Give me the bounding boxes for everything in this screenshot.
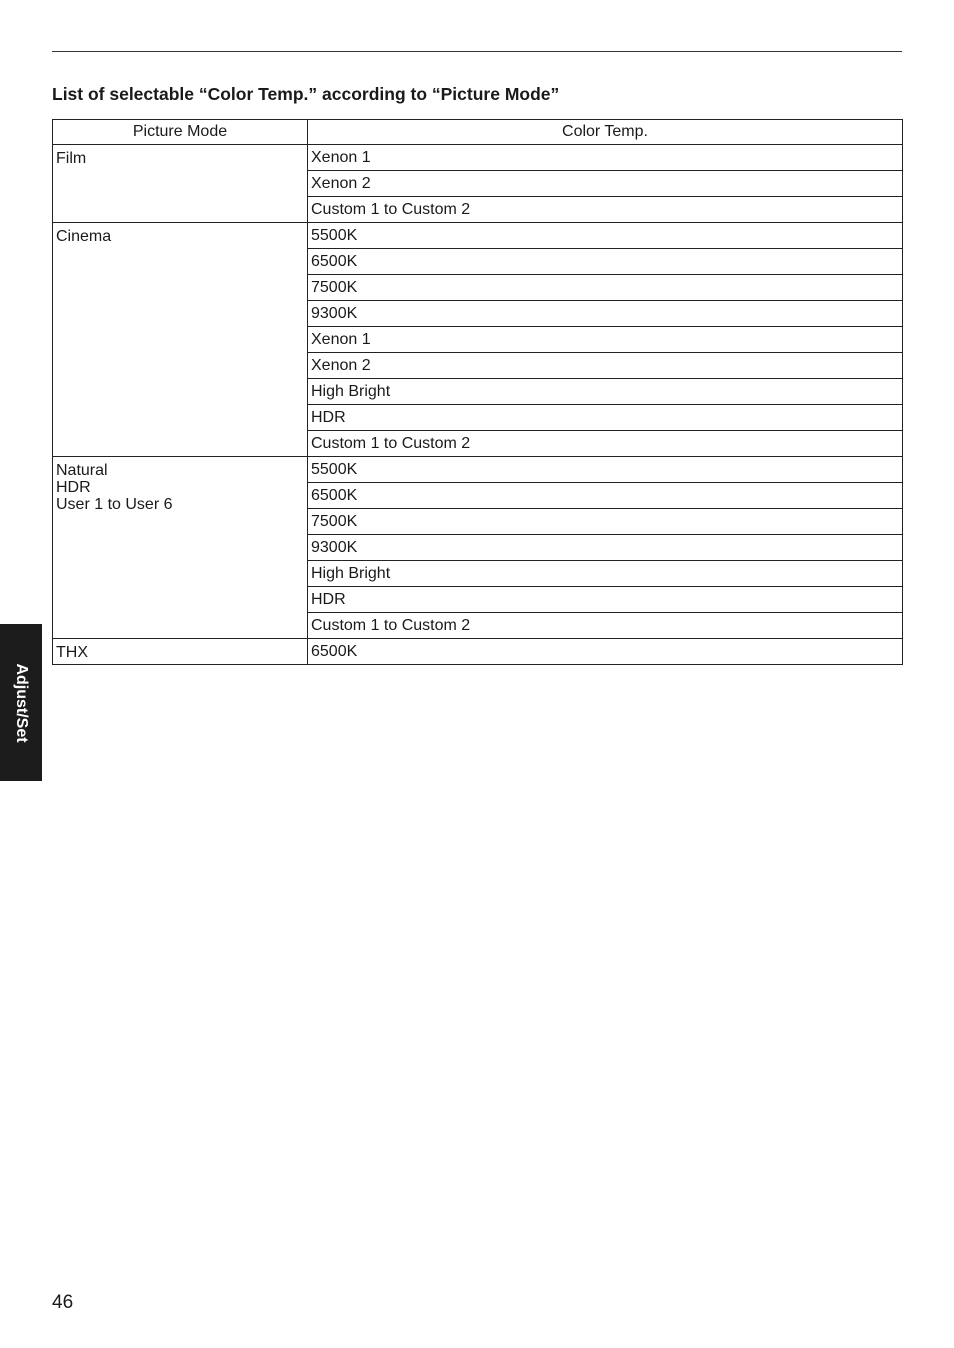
table-header-row [53,120,903,145]
picture-mode-name: Film [56,150,87,167]
picture-mode-cell [53,457,308,639]
color-temp-cell: Custom 1 to Custom 2 [308,613,903,639]
side-tab [0,624,42,781]
color-temp-cell: High Bright [308,561,903,587]
table-row [53,639,903,665]
color-temp-cell: Custom 1 to Custom 2 [308,197,903,223]
color-temp-cell: 5500K [308,223,903,249]
header-picture-mode: Picture Mode [53,120,308,145]
color-temp-cell: 5500K [308,457,903,483]
picture-mode-name: THX [56,644,88,661]
picture-mode-cell [53,145,308,223]
color-temp-cell: Custom 1 to Custom 2 [308,431,903,457]
picture-mode-cell [53,223,308,457]
color-temp-cell: Xenon 2 [308,171,903,197]
header-color-temp: Color Temp. [308,120,903,145]
color-temp-cell: 6500K [308,249,903,275]
color-temp-table [52,119,903,665]
picture-mode-cell [53,639,308,665]
color-temp-cell: High Bright [308,379,903,405]
page-number: 46 [52,1292,74,1313]
color-temp-cell: Xenon 1 [308,327,903,353]
color-temp-cell: 7500K [308,275,903,301]
color-temp-cell: 9300K [308,301,903,327]
table-row [53,457,903,483]
picture-mode-name: User 1 to User 6 [56,496,173,513]
table-row [53,223,903,249]
color-temp-cell: 9300K [308,535,903,561]
picture-mode-name: Natural [56,462,108,479]
section-heading: List of selectable “Color Temp.” according to “Picture Mode” [52,84,560,104]
table-body [53,145,903,665]
color-temp-cell: 6500K [308,639,903,665]
color-temp-cell: 7500K [308,509,903,535]
color-temp-cell: HDR [308,405,903,431]
color-temp-cell: HDR [308,587,903,613]
table-row [53,145,903,171]
picture-mode-name: HDR [56,479,91,496]
picture-mode-name: Cinema [56,228,112,245]
top-rule [52,51,902,52]
side-tab-label: Adjust/Set [13,662,30,743]
color-temp-cell: Xenon 2 [308,353,903,379]
color-temp-cell: 6500K [308,483,903,509]
color-temp-cell: Xenon 1 [308,145,903,171]
